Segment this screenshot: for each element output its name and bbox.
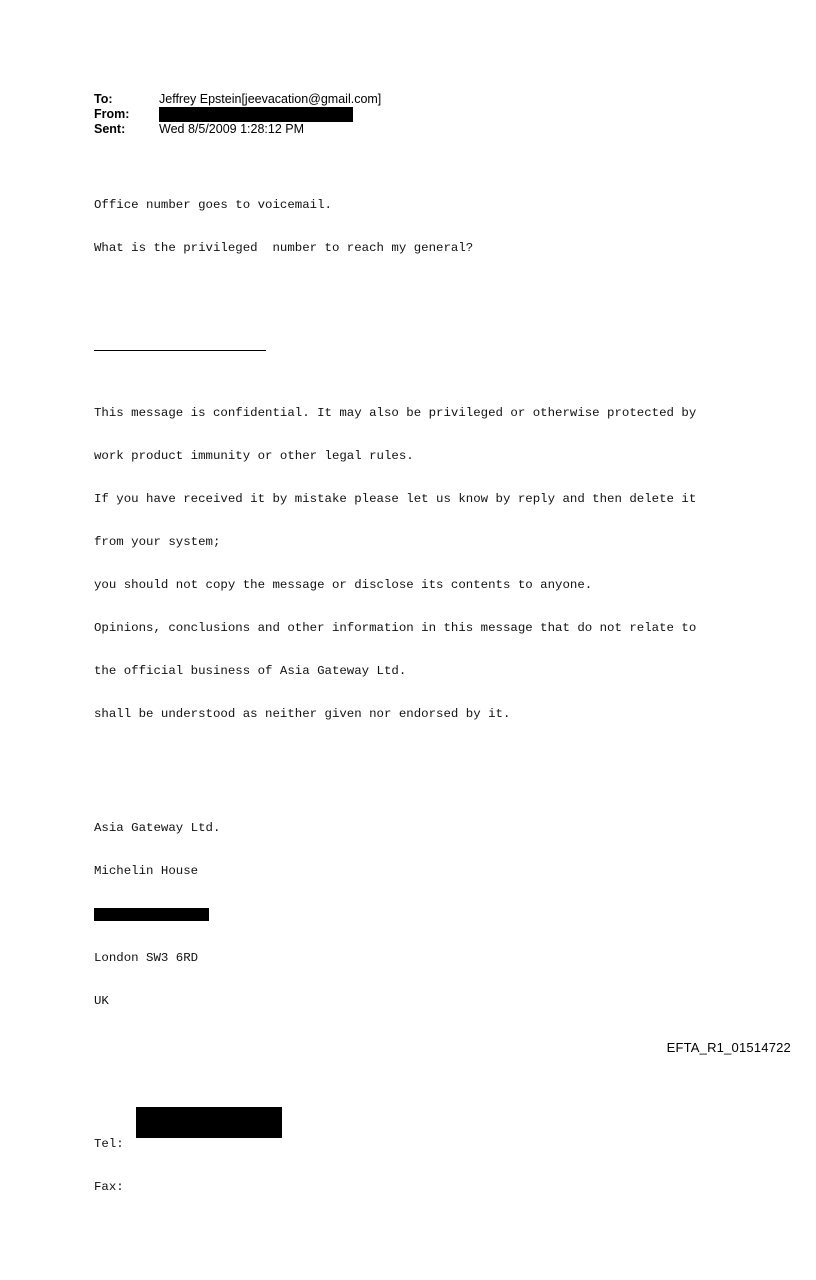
disclaimer-line-7: the official business of Asia Gateway Ltd. [94,663,407,678]
sent-label: Sent: [94,122,126,136]
fax-label: Fax: [94,1179,124,1194]
signature-company: Asia Gateway Ltd. [94,820,221,835]
to-label: To: [94,92,113,106]
redaction-bar-from [159,107,353,122]
signature-spacer [94,764,754,778]
signature-city: London SW3 6RD [94,951,199,966]
message-line-1: Office number goes to voicemail. [94,197,332,212]
disclaimer-line-4: from your system; [94,535,221,550]
disclaimer-divider [94,350,266,351]
contact-spacer [94,1051,754,1065]
signature-country: UK [94,994,109,1009]
to-value: Jeffrey Epstein[jeevacation@gmail.com] [159,92,382,106]
disclaimer-line-6: Opinions, conclusions and other information in this message that do not relate to [94,620,697,635]
from-value [159,107,353,122]
redaction-bar-street [94,908,209,921]
signature-building: Michelin House [94,863,199,878]
email-header [94,92,714,137]
contact-block [94,1108,754,1237]
bates-number: EFTA_R1_01514722 [666,1040,791,1055]
sent-value: Wed 8/5/2009 1:28:12 PM [159,122,305,136]
disclaimer-line-5: you should not copy the message or disclose its contents to anyone. [94,578,593,593]
disclaimer-line-2: work product immunity or other legal rules. [94,449,414,464]
disclaimer-line-8: shall be understood as neither given nor endorsed by it. [94,706,511,721]
header-row-to [94,92,714,107]
body-spacer [94,298,754,312]
disclaimer-line-1: This message is confidential. It may also be privileged or otherwise protected by [94,406,697,421]
email-body [94,155,754,1280]
tel-label: Tel: [94,1136,124,1151]
message-line-2: What is the privileged number to reach my general? [94,240,474,255]
redaction-bar-telfax [136,1107,282,1138]
header-row-sent [94,122,714,137]
from-label: From: [94,107,130,121]
disclaimer-line-3: If you have received it by mistake please let us know by reply and then delete it [94,492,697,507]
header-row-from [94,107,714,122]
